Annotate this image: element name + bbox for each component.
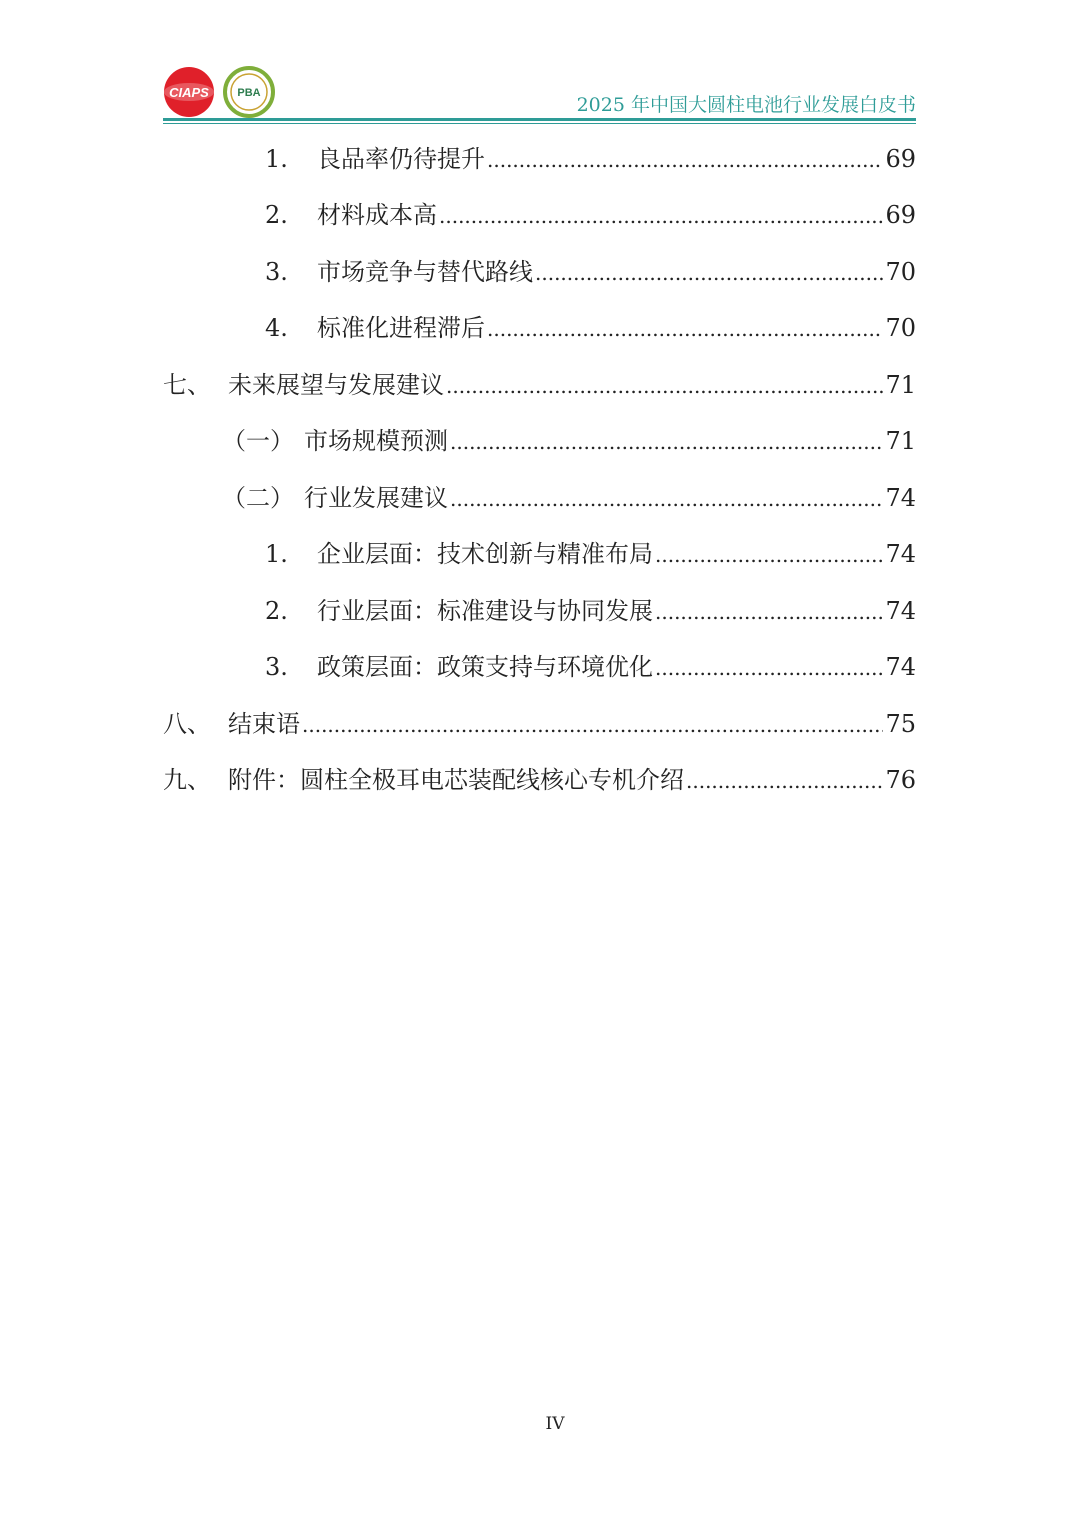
- toc-entry-page: 75: [885, 710, 916, 738]
- toc-entry[interactable]: [265, 647, 916, 687]
- dot-leader: [655, 535, 883, 575]
- dot-leader: [686, 761, 883, 801]
- toc-entry-number: 3.: [265, 653, 288, 681]
- toc-entry-title: 结束语: [228, 710, 300, 738]
- toc-entry-number: 1.: [265, 145, 288, 173]
- toc-entry-page: 74: [885, 540, 916, 568]
- page-number: IV: [545, 1414, 565, 1434]
- svg-text:CIAPS: CIAPS: [169, 85, 209, 100]
- toc-entry-number: （一）: [222, 427, 294, 455]
- toc-entry-title: 企业层面：技术创新与精准布局: [317, 540, 653, 568]
- toc-entry-number: 2.: [265, 597, 288, 625]
- document-title: 2025 年中国大圆柱电池行业发展白皮书: [576, 94, 916, 116]
- toc-entry[interactable]: [265, 139, 916, 179]
- toc-entry-number: 九、: [163, 766, 211, 794]
- toc-entry-title: 行业发展建议: [304, 484, 448, 512]
- toc-entry-title: 市场竞争与替代路线: [317, 258, 533, 286]
- dot-leader: [302, 705, 883, 745]
- toc-entry[interactable]: [265, 252, 916, 292]
- page-header: [163, 62, 916, 124]
- dot-leader: [446, 366, 883, 406]
- toc-entry-page: 69: [885, 145, 916, 173]
- toc-entry-title: 标准化进程滞后: [317, 314, 485, 342]
- toc-entry[interactable]: [265, 591, 916, 631]
- toc-entry-number: 八、: [163, 710, 211, 738]
- toc-entry-number: 2.: [265, 201, 288, 229]
- toc-entry-page: 70: [885, 314, 916, 342]
- toc-entry-number: 3.: [265, 258, 288, 286]
- toc-entry-page: 76: [885, 766, 916, 794]
- toc-entry[interactable]: [222, 421, 916, 461]
- toc-entry[interactable]: [265, 195, 916, 235]
- toc-entry-number: 1.: [265, 540, 288, 568]
- header-divider-thin: [163, 123, 916, 124]
- dot-leader: [535, 253, 883, 293]
- toc-entry-page: 71: [885, 371, 916, 399]
- toc-entry-title: 市场规模预测: [304, 427, 448, 455]
- toc-entry-title: 未来展望与发展建议: [228, 371, 444, 399]
- toc-entry[interactable]: [163, 704, 916, 744]
- dot-leader: [487, 140, 883, 180]
- toc-entry[interactable]: [163, 365, 916, 405]
- toc-entry-page: 74: [885, 597, 916, 625]
- toc-entry-page: 71: [885, 427, 916, 455]
- toc-entry-page: 74: [885, 653, 916, 681]
- toc-entry-title: 附件：圆柱全极耳电芯装配线核心专机介绍: [228, 766, 684, 794]
- dot-leader: [655, 648, 883, 688]
- toc-entry-number: 4.: [265, 314, 288, 342]
- toc-entry[interactable]: [163, 760, 916, 800]
- toc-entry-number: 七、: [163, 371, 211, 399]
- dot-leader: [655, 592, 883, 632]
- toc-entry-title: 政策层面：政策支持与环境优化: [317, 653, 653, 681]
- toc-entry-number: （二）: [222, 484, 294, 512]
- pba-logo: [223, 66, 275, 118]
- toc-entry-page: 70: [885, 258, 916, 286]
- toc-entry-title: 行业层面：标准建设与协同发展: [317, 597, 653, 625]
- dot-leader: [487, 309, 883, 349]
- svg-text:PBA: PBA: [237, 87, 261, 99]
- toc-entry[interactable]: [222, 478, 916, 518]
- ciaps-logo: [163, 66, 215, 118]
- toc-entry[interactable]: [265, 534, 916, 574]
- dot-leader: [439, 196, 883, 236]
- toc-entry-title: 材料成本高: [317, 201, 437, 229]
- dot-leader: [450, 422, 883, 462]
- toc-entry-page: 74: [885, 484, 916, 512]
- dot-leader: [450, 479, 883, 519]
- toc-entry-page: 69: [885, 201, 916, 229]
- header-logos: [163, 66, 275, 118]
- toc-entry-title: 良品率仍待提升: [317, 145, 485, 173]
- header-divider: [163, 118, 916, 121]
- toc-entry[interactable]: [265, 308, 916, 348]
